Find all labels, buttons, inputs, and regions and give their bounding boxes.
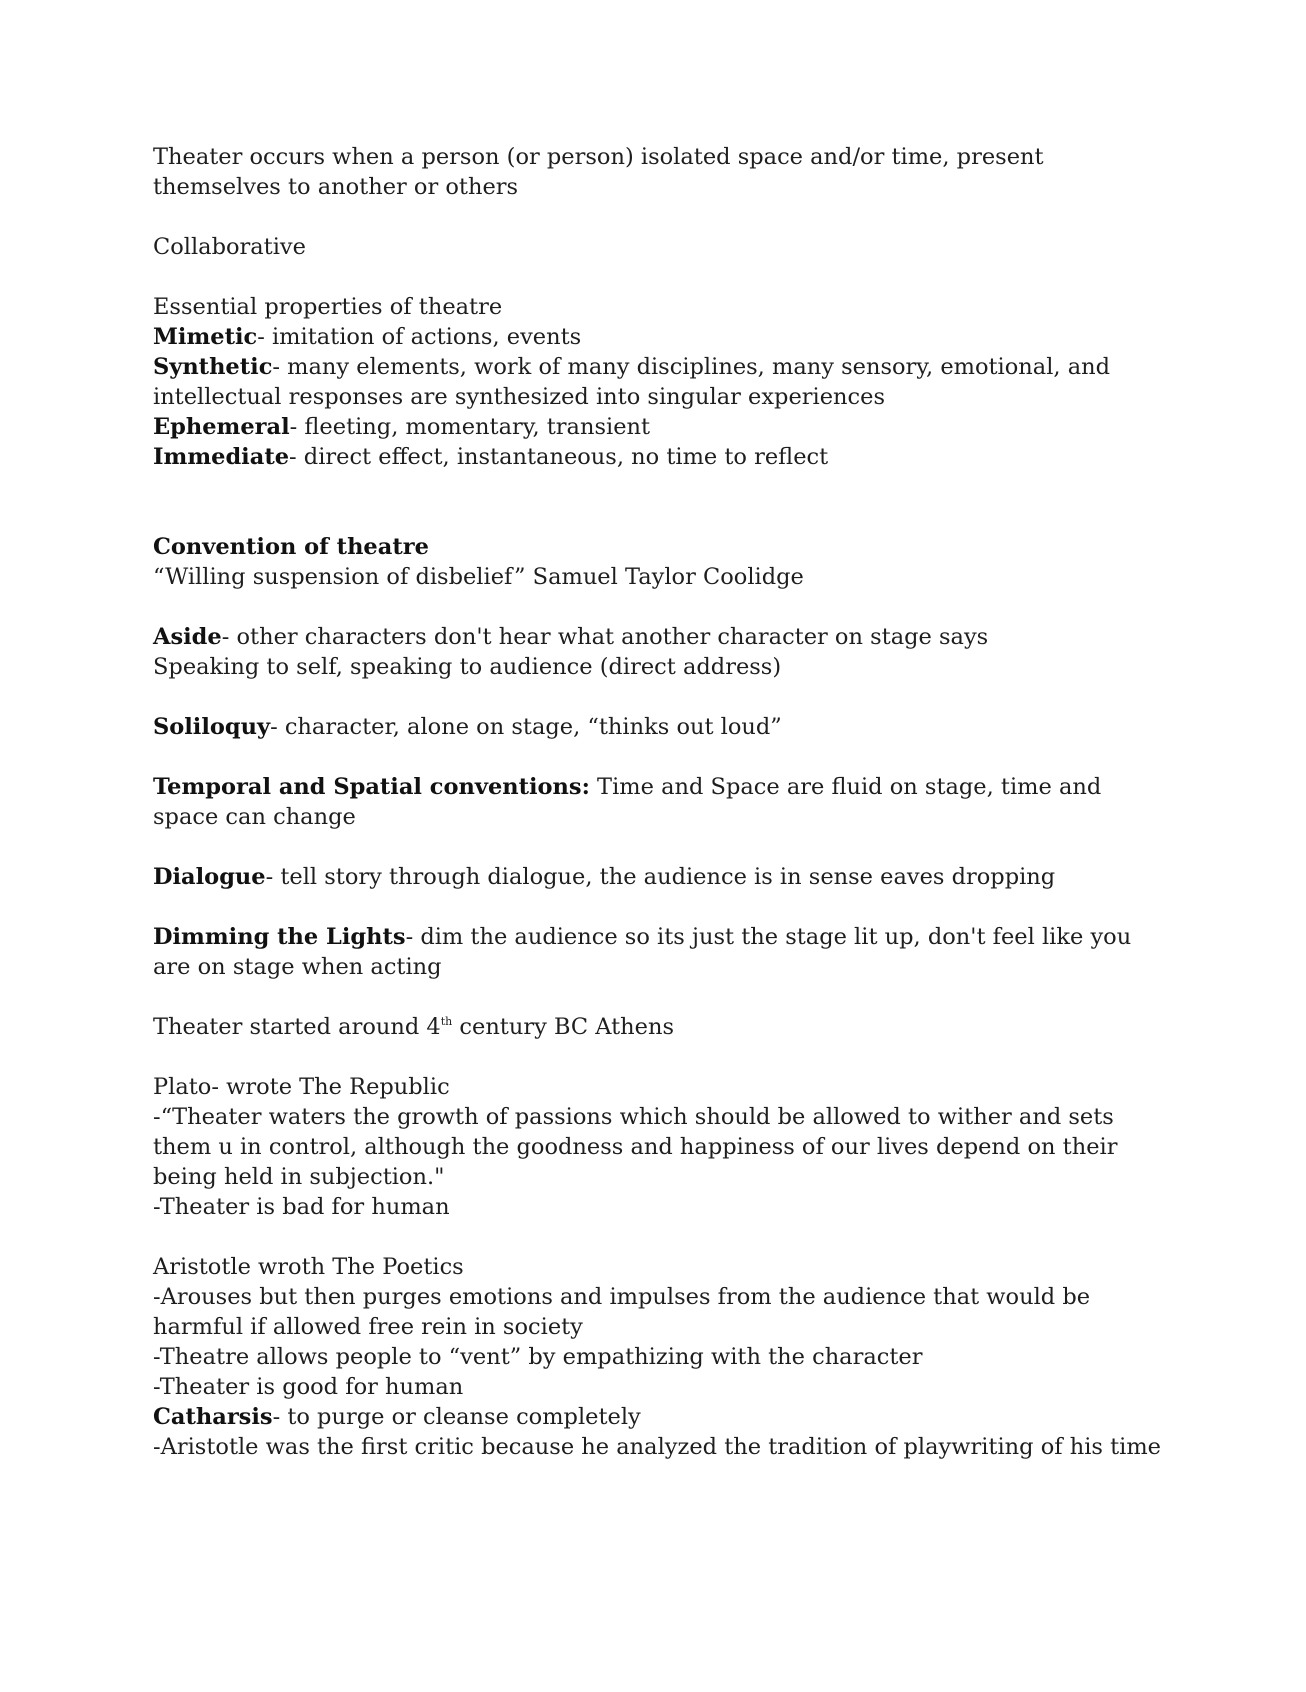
start-superscript: th: [440, 1015, 453, 1028]
dialogue-term: Dialogue: [153, 864, 266, 890]
dimming-definition: [153, 922, 1163, 982]
aside-term: Aside: [153, 624, 222, 650]
notes-page: [153, 142, 1163, 1462]
aristotle-purges: -Arouses but then purges emotions and impulses from the audience that would be harmful if allowed free rein in society: [153, 1284, 1091, 1340]
theater-definition: Theater occurs when a person (or person) isolated space and/or time, present themselves to another or others: [153, 144, 1044, 200]
soliloquy-definition: [153, 712, 1163, 742]
theater-start-line: [153, 1012, 1163, 1042]
property-ephemeral: [153, 412, 1163, 442]
soliloquy-term: Soliloquy: [153, 714, 271, 740]
property-term: Mimetic: [153, 324, 258, 350]
property-text: - many elements, work of many disciplines, many sensory, emotional, and intellectual responses are synthesized into singular experiences: [153, 354, 1111, 410]
property-term: Synthetic: [153, 354, 273, 380]
property-immediate: [153, 442, 1163, 472]
plato-verdict: -Theater is bad for human: [153, 1194, 450, 1220]
catharsis-text: - to purge or cleanse completely: [272, 1404, 641, 1430]
conventions-quote: “Willing suspension of disbelief” Samuel Taylor Coolidge: [153, 564, 804, 590]
catharsis-definition: [153, 1402, 1163, 1432]
property-text: - direct effect, instantaneous, no time to reflect: [289, 444, 829, 470]
aristotle-verdict: -Theater is good for human: [153, 1374, 464, 1400]
property-text: - imitation of actions, events: [257, 324, 582, 350]
property-synthetic: [153, 352, 1163, 412]
catharsis-term: Catharsis: [153, 1404, 273, 1430]
aristotle-vent: -Theatre allows people to “vent” by empathizing with the character: [153, 1344, 923, 1370]
property-mimetic: [153, 322, 1163, 352]
plato-quote: -“Theater waters the growth of passions which should be allowed to wither and sets them u in control, although the goodness and happiness of our lives depend on their being held in subjection.": [153, 1104, 1118, 1190]
soliloquy-text: - character, alone on stage, “thinks out loud”: [270, 714, 782, 740]
dimming-text: - dim the audience so its just the stage lit up, don't feel like you are on stage when acting: [153, 924, 1132, 980]
dialogue-text: - tell story through dialogue, the audience is in sense eaves dropping: [265, 864, 1056, 890]
aristotle-critic: -Aristotle was the first critic because he analyzed the tradition of playwriting of his time: [153, 1434, 1161, 1460]
temporal-definition: [153, 772, 1163, 832]
temporal-term: Temporal and Spatial conventions:: [153, 774, 590, 800]
plato-line: Plato- wrote The Republic: [153, 1074, 450, 1100]
properties-heading: Essential properties of theatre: [153, 294, 503, 320]
aristotle-line: Aristotle wroth The Poetics: [153, 1254, 464, 1280]
aside-line2: Speaking to self, speaking to audience (direct address): [153, 654, 782, 680]
property-text: - fleeting, momentary, transient: [289, 414, 651, 440]
collaborative-line: Collaborative: [153, 234, 306, 260]
conventions-heading-text: Convention of theatre: [153, 534, 429, 560]
aside-text: - other characters don't hear what another character on stage says: [221, 624, 989, 650]
aside-definition: [153, 622, 1163, 652]
property-term: Ephemeral: [153, 414, 290, 440]
dimming-term: Dimming the Lights: [153, 924, 406, 950]
start-prefix: Theater started around 4: [153, 1014, 441, 1040]
property-term: Immediate: [153, 444, 290, 470]
dialogue-definition: [153, 862, 1163, 892]
start-suffix: century BC Athens: [452, 1014, 675, 1040]
temporal-text: Time and Space are fluid on stage, time and space can change: [153, 774, 1102, 830]
conventions-heading: [153, 532, 1163, 562]
